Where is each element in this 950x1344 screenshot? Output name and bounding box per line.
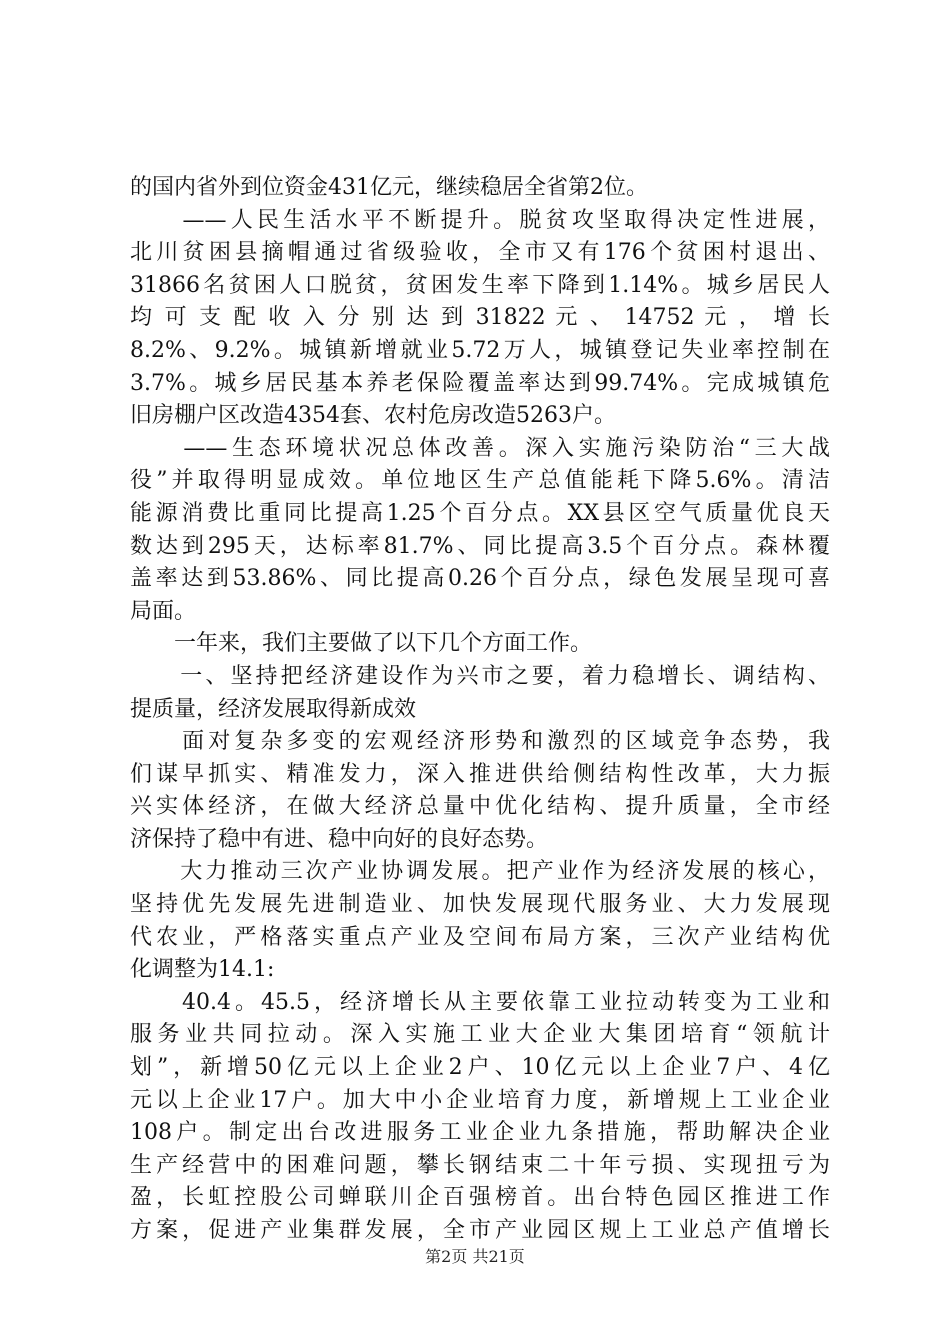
text-line: 的国内省外到位资金431亿元，继续稳居全省第2位。 xyxy=(130,175,648,200)
text-line: 面对复杂多变的宏观经济形势和激烈的区域竞争态势，我 xyxy=(130,729,830,755)
text-line: 们谋早抓实、精准发力，深入推进供给侧结构性改革，大力振 xyxy=(130,761,830,787)
text-line: 化调整为14.1: xyxy=(130,957,275,983)
text-line: 盖率达到53.86%、同比提高0.26个百分点，绿色发展呈现可喜 xyxy=(130,566,830,592)
text-line: 济保持了稳中有进、稳中向好的良好态势。 xyxy=(130,826,549,852)
page-number-footer: 第2页 共21页 xyxy=(425,1247,525,1266)
section-heading: 提质量，经济发展取得新成效 xyxy=(130,696,417,722)
text-line: 生产经营中的困难问题，攀长钢结束二十年亏损、实现扭亏为 xyxy=(130,1152,830,1178)
text-line: 一年来，我们主要做了以下几个方面工作。 xyxy=(130,631,593,657)
text-line: 数达到295天，达标率81.7%、同比提高3.5个百分点。森林覆 xyxy=(130,533,830,559)
text-line: 8.2%、9.2%。城镇新增就业5.72万人，城镇登记失业率控制在 xyxy=(130,337,830,363)
text-line: 方案，促进产业集群发展，全市产业园区规上工业总产值增长 xyxy=(130,1218,830,1243)
text-line: 北川贫困县摘帽通过省级验收，全市又有176个贫困村退出、 xyxy=(130,240,830,266)
text-line: 3.7%。城乡居民基本养老保险覆盖率达到99.74%。完成城镇危 xyxy=(130,370,830,396)
text-line: 划”，新增50亿元以上企业2户、10亿元以上企业7户、4亿 xyxy=(130,1055,830,1081)
text-line: ——生态环境状况总体改善。深入实施污染防治“三大战 xyxy=(130,435,830,461)
text-line: 旧房棚户区改造4354套、农村危房改造5263户。 xyxy=(130,403,616,429)
text-line: 盈，长虹控股公司蝉联川企百强榜首。出台特色园区推进工作 xyxy=(130,1185,830,1211)
text-line: 局面。 xyxy=(130,598,197,624)
section-heading: 一、坚持把经济建设作为兴市之要，着力稳增长、调结构、 xyxy=(130,663,830,689)
text-line: 均 可 支 配 收 入 分 别 达 到 31822 元 、 14752 元 ， 增 长 xyxy=(130,305,830,331)
text-line: ——人民生活水平不断提升。脱贫攻坚取得决定性进展， xyxy=(130,207,830,233)
text-line: 能源消费比重同比提高1.25个百分点。XX县区空气质量优良天 xyxy=(130,500,830,526)
text-line: 元以上企业17户。加大中小企业培育力度，新增规上工业企业 xyxy=(130,1087,830,1113)
text-line: 大力推动三次产业协调发展。把产业作为经济发展的核心， xyxy=(130,859,830,885)
text-line: 役”并取得明显成效。单位地区生产总值能耗下降5.6%。清洁 xyxy=(130,468,830,494)
text-line: 兴实体经济，在做大经济总量中优化结构、提升质量，全市经 xyxy=(130,794,830,820)
text-line: 坚持优先发展先进制造业、加快发展现代服务业、大力发展现 xyxy=(130,892,830,918)
text-line: 代农业，严格落实重点产业及空间布局方案，三次产业结构优 xyxy=(130,924,830,950)
text-line: 108户。制定出台改进服务工业企业九条措施，帮助解决企业 xyxy=(130,1120,830,1146)
body-text xyxy=(130,172,830,1248)
text-line: 31866名贫困人口脱贫，贫困发生率下降到1.14%。城乡居民人 xyxy=(130,272,830,298)
text-line: 服务业共同拉动。深入实施工业大企业大集团培育“领航计 xyxy=(130,1022,830,1048)
text-line: 40.4。45.5，经济增长从主要依靠工业拉动转变为工业和 xyxy=(130,989,830,1015)
